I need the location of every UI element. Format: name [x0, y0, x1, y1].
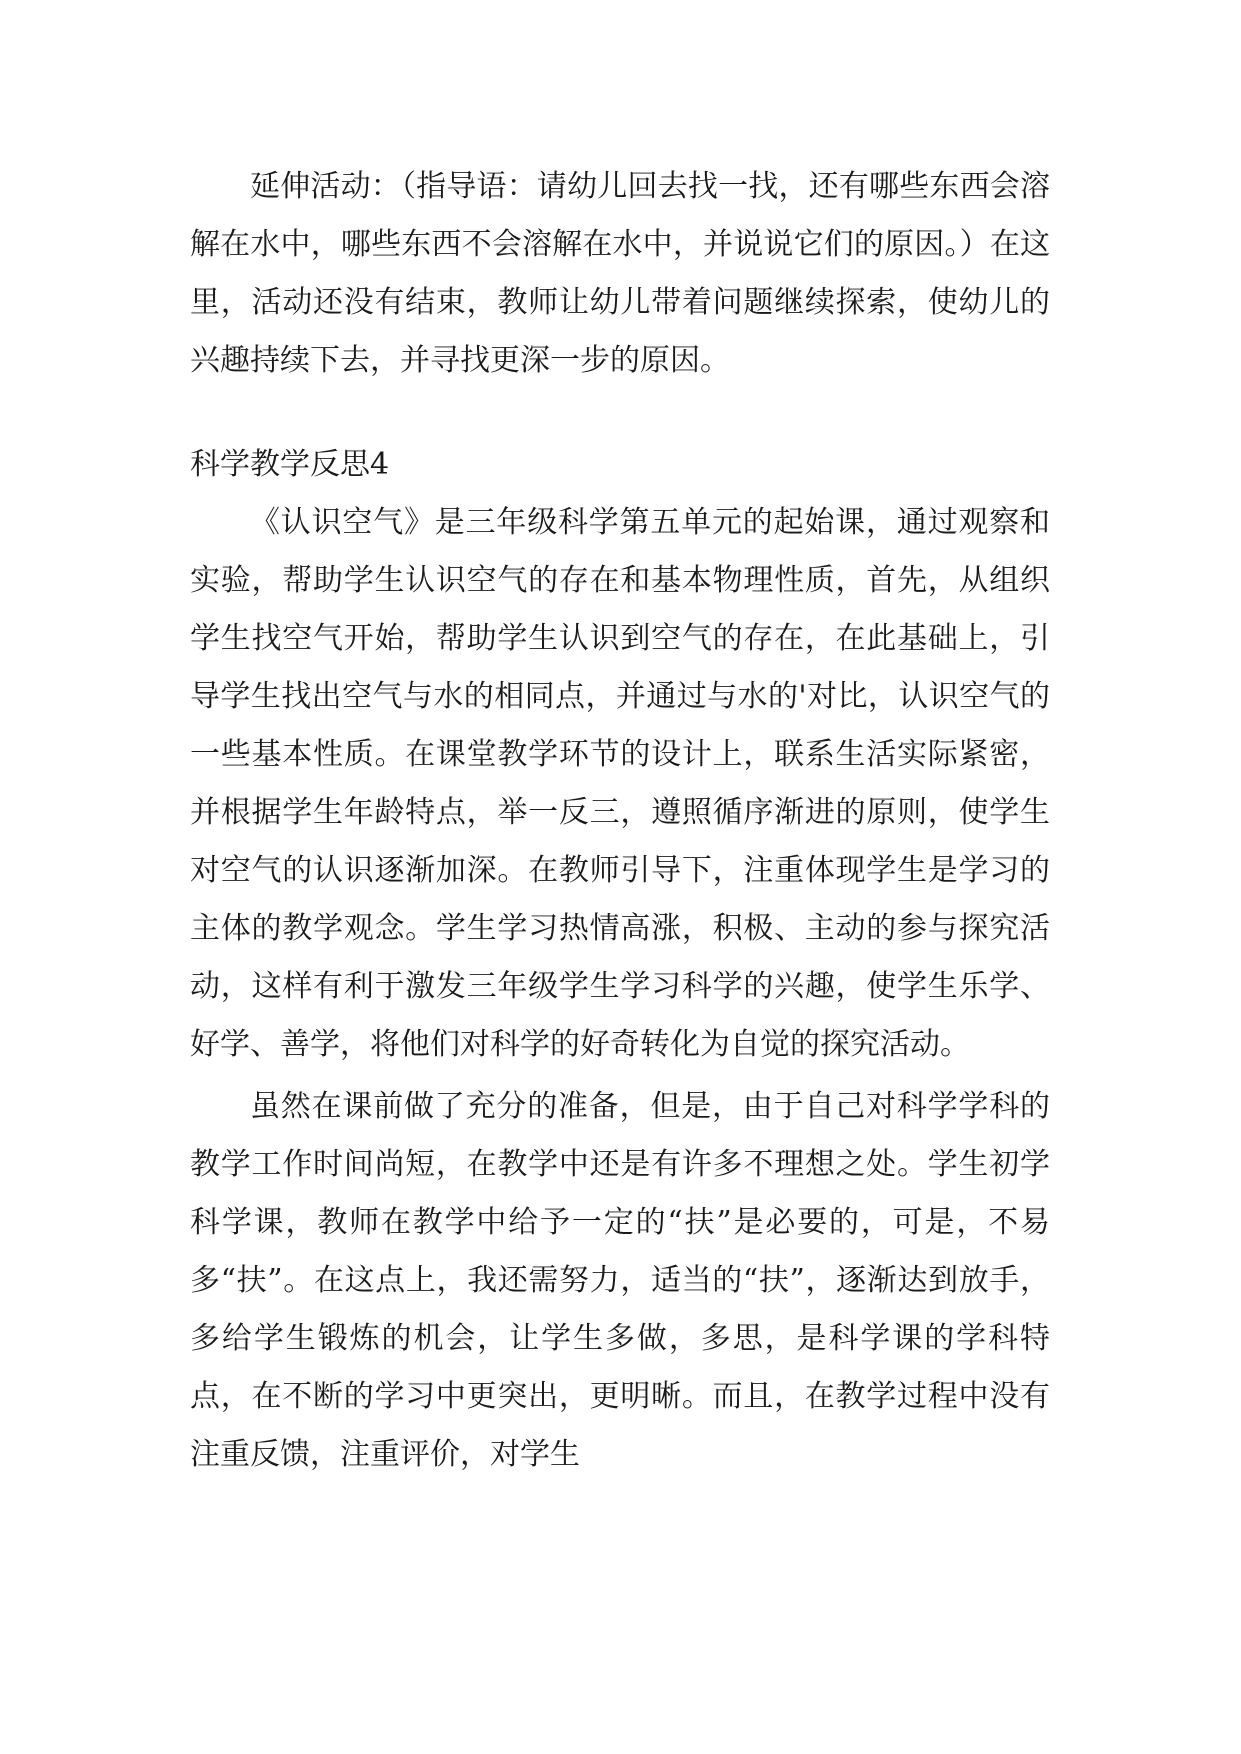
document-page	[190, 158, 1050, 1484]
paragraph-extension-activity: 延伸活动：（指导语：请幼儿回去找一找，还有哪些东西会溶解在水中，哪些东西不会溶解在水中，并说说它们的原因。）在这里，活动还没有结束，教师让幼儿带着问题继续探索，使幼儿的兴趣持续下去，并寻找更深一步的原因。	[190, 169, 1050, 378]
paragraph-reflection-1: 《认识空气》是三年级科学第五单元的起始课，通过观察和实验，帮助学生认识空气的存在和基本物理性质，首先，从组织学生找空气开始，帮助学生认识到空气的存在，在此基础上，引导学生找出空气与水的相同点，并通过与水的'对比，认识空气的一些基本性质。在课堂教学环节的设计上，联系生活实际紧密，并根据学生年龄特点，举一反三，遵照循序渐进的原则，使学生对空气的认识逐渐加深。在教师引导下，注重体现学生是学习的主体的教学观念。学生学习热情高涨，积极、主动的参与探究活动，这样有利于激发三年级学生学习科学的兴趣，使学生乐学、好学、善学，将他们对科学的好奇转化为自觉的探究活动。	[190, 505, 1050, 1062]
paragraph-reflection-2: 虽然在课前做了充分的准备，但是，由于自己对科学学科的教学工作时间尚短，在教学中还是有许多不理想之处。学生初学科学课，教师在教学中给予一定的“扶”是必要的，可是，不易多“扶”。在这点上，我还需努力，适当的“扶”，逐渐达到放手，多给学生锻炼的机会，让学生多做，多思，是科学课的学科特点，在不断的学习中更突出，更明晰。而且，在教学过程中没有注重反馈，注重评价，对学生	[190, 1089, 1050, 1472]
section-heading: 科学教学反思4	[190, 447, 390, 482]
